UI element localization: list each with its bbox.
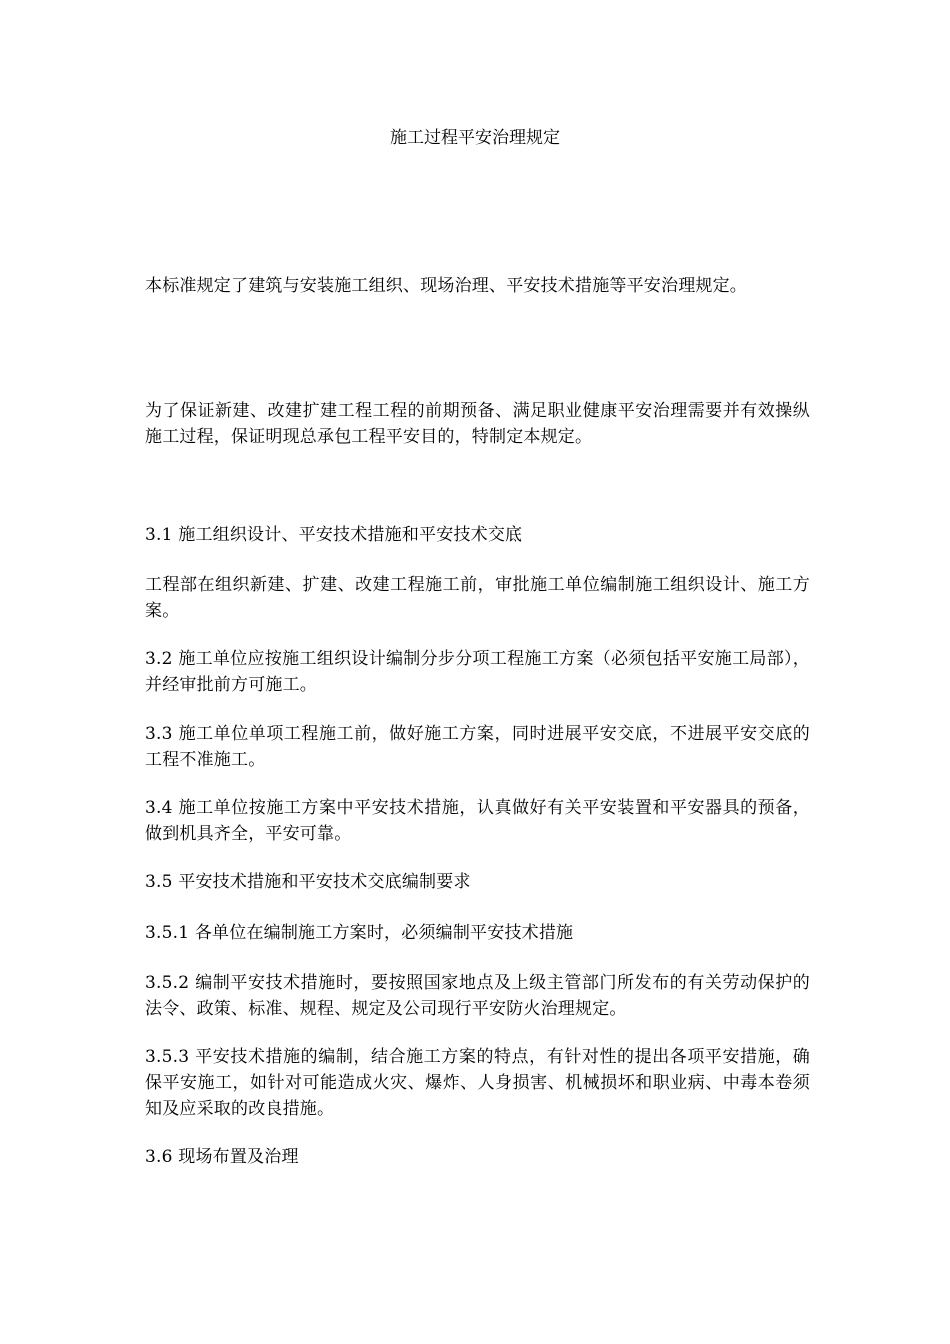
paragraph-3-3: 3.3 施工单位单项工程施工前，做好施工方案，同时进展平安交底，不进展平安交底的工程不准施工。 [145, 724, 810, 770]
paragraph-purpose: 为了保证新建、改建扩建工程工程的前期预备、满足职业健康平安治理需要并有效操纵施工过程，保证明现总承包工程平安目的，特制定本规定。 [145, 401, 810, 447]
paragraph-3-5-2: 3.5.2 编制平安技术措施时，要按照国家地点及上级主管部门所发布的有关劳动保护的法令、政策、标准、规程、规定及公司现行平安防火治理规定。 [145, 973, 810, 1019]
paragraph-3-4: 3.4 施工单位按施工方案中平安技术措施，认真做好有关平安装置和平安器具的预备，做到机具齐全，平安可靠。 [145, 798, 810, 844]
heading-3-1: 3.1 施工组织设计、平安技术措施和平安技术交底 [145, 525, 523, 545]
heading-3-6: 3.6 现场布置及治理 [145, 1147, 299, 1167]
paragraph-scope: 本标准规定了建筑与安装施工组织、现场治理、平安技术措施等平安治理规定。 [145, 276, 747, 296]
paragraph-3-1-body: 工程部在组织新建、扩建、改建工程施工前，审批施工单位编制施工组织设计、施工方案。 [145, 575, 810, 621]
paragraph-3-5-3: 3.5.3 平安技术措施的编制，结合施工方案的特点，有针对性的提出各项平安措施，确保平安施工，如针对可能造成火灾、爆炸、人身损害、机械损坏和职业病、中毒本卷须知及应采取的改良措施。 [145, 1047, 810, 1119]
paragraph-3-5-1: 3.5.1 各单位在编制施工方案时，必须编制平安技术措施 [145, 923, 574, 943]
paragraph-3-2: 3.2 施工单位应按施工组织设计编制分步分项工程施工方案（必须包括平安施工局部），并经审批前方可施工。 [145, 649, 810, 695]
document-title: 施工过程平安治理规定 [390, 128, 560, 148]
heading-3-5: 3.5 平安技术措施和平安技术交底编制要求 [145, 872, 471, 892]
